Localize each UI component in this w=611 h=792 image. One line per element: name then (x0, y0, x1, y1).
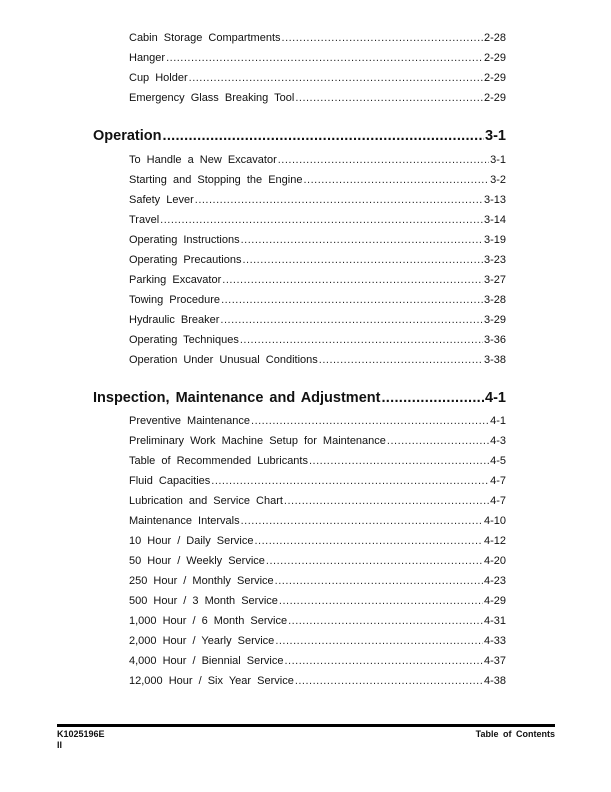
dot-leader (309, 453, 489, 469)
dot-leader (282, 30, 483, 46)
dot-leader (266, 553, 483, 569)
toc-entry-label: 10 Hour / Daily Service (129, 535, 254, 547)
toc-entry-label: 4,000 Hour / Biennial Service (129, 655, 284, 667)
toc-entry-label: Maintenance Intervals (129, 515, 240, 527)
toc-entry-page: 3-29 (483, 314, 506, 326)
toc-section-title: Inspection, Maintenance and Adjustment (93, 390, 381, 406)
toc-entry-label: To Handle a New Excavator (129, 154, 277, 166)
toc-entry-page: 3-23 (483, 254, 506, 266)
dot-leader (319, 352, 483, 368)
toc-entry[interactable] (129, 633, 506, 649)
dot-leader (241, 232, 483, 248)
toc-entry[interactable] (129, 90, 506, 106)
toc-entry-page: 4-29 (483, 595, 506, 607)
toc-entry-page: 4-20 (483, 555, 506, 567)
toc-entry-label: Fluid Capacities (129, 475, 211, 487)
toc-entry-page: 2-29 (483, 92, 506, 104)
dot-leader (251, 413, 489, 429)
toc-entry-label: 12,000 Hour / Six Year Service (129, 675, 294, 687)
toc-entry-page: 3-28 (483, 294, 506, 306)
toc-entry-page: 4-3 (490, 435, 506, 447)
toc-entry-label: Emergency Glass Breaking Tool (129, 92, 295, 104)
toc-entry-page: 4-10 (483, 515, 506, 527)
dot-leader (279, 593, 483, 609)
footer-doc-number: K1025196E (57, 729, 105, 739)
toc-entry-page: 3-27 (483, 274, 506, 286)
toc-entry-label: 500 Hour / 3 Month Service (129, 595, 278, 607)
toc-section-maintenance[interactable] (93, 388, 506, 408)
toc-entry-page: 4-31 (483, 615, 506, 627)
footer-section-title: Table of Contents (475, 729, 555, 739)
dot-leader (275, 573, 483, 589)
toc-entry-label: Preventive Maintenance (129, 415, 251, 427)
dot-leader (162, 126, 484, 146)
toc-entry[interactable] (129, 613, 506, 629)
toc-entry-label: Hanger (129, 52, 166, 64)
toc-entry[interactable] (129, 533, 506, 549)
dot-leader (160, 212, 483, 228)
toc-section-title: Operation (93, 128, 162, 144)
toc-entry-page: 3-19 (483, 234, 506, 246)
toc-entry[interactable] (129, 673, 506, 689)
dot-leader (284, 653, 483, 669)
dot-leader (295, 90, 483, 106)
dot-leader (278, 152, 489, 168)
toc-entry[interactable] (129, 433, 506, 449)
toc-entry[interactable] (129, 292, 506, 308)
dot-leader (242, 252, 483, 268)
toc-entry-label: 50 Hour / Weekly Service (129, 555, 265, 567)
toc-entry[interactable] (129, 332, 506, 348)
dot-leader (295, 673, 483, 689)
toc-entry[interactable] (129, 172, 506, 188)
dot-leader (275, 633, 483, 649)
toc-entry-page: 4-33 (483, 635, 506, 647)
toc-entry-label: 250 Hour / Monthly Service (129, 575, 274, 587)
dot-leader (211, 473, 489, 489)
toc-entry[interactable] (129, 192, 506, 208)
footer-rule (57, 724, 555, 727)
dot-leader (255, 533, 483, 549)
toc-entry-page: 3-2 (490, 174, 506, 186)
toc-section-page: 4-1 (485, 390, 506, 406)
toc-entry-label: Towing Procedure (129, 294, 221, 306)
dot-leader (220, 312, 483, 328)
dot-leader (381, 388, 484, 408)
dot-leader (195, 192, 483, 208)
toc-entry[interactable] (129, 513, 506, 529)
toc-entry[interactable] (129, 272, 506, 288)
toc-entry-label: Preliminary Work Machine Setup for Maintenance (129, 435, 386, 447)
toc-section-operation[interactable] (93, 126, 506, 146)
toc-entry-page: 4-5 (490, 455, 506, 467)
toc-entry-page: 3-36 (483, 334, 506, 346)
toc-entry-page: 3-14 (483, 214, 506, 226)
toc-entry-label: Table of Recommended Lubricants (129, 455, 308, 467)
toc-entry[interactable] (129, 232, 506, 248)
toc-entry-page: 2-29 (483, 52, 506, 64)
toc-entry[interactable] (129, 252, 506, 268)
dot-leader (189, 70, 483, 86)
toc-entry[interactable] (129, 573, 506, 589)
toc-entry-page: 4-12 (483, 535, 506, 547)
toc-entry-label: Operating Precautions (129, 254, 242, 266)
dot-leader (288, 613, 483, 629)
toc-entry-label: Safety Lever (129, 194, 194, 206)
dot-leader (222, 272, 483, 288)
toc-section-page: 3-1 (485, 128, 506, 144)
footer-page-number: II (57, 740, 63, 750)
toc-entry[interactable] (129, 352, 506, 368)
toc-entry[interactable] (129, 493, 506, 509)
dot-leader (303, 172, 489, 188)
toc-entry-page: 3-38 (483, 354, 506, 366)
dot-leader (240, 332, 483, 348)
toc-entry-label: 2,000 Hour / Yearly Service (129, 635, 275, 647)
toc-entry-label: Cabin Storage Compartments (129, 32, 281, 44)
toc-entry-page: 4-1 (490, 415, 506, 427)
toc-entry[interactable] (129, 152, 506, 168)
toc-entry-page: 4-7 (490, 495, 506, 507)
toc-entry-label: Lubrication and Service Chart (129, 495, 283, 507)
toc-entry-page: 4-7 (490, 475, 506, 487)
dot-leader (284, 493, 489, 509)
toc-entry-page: 4-23 (483, 575, 506, 587)
toc-entry-page: 3-13 (483, 194, 506, 206)
toc-entry[interactable] (129, 653, 506, 669)
toc-entry[interactable] (129, 212, 506, 228)
toc-entry[interactable] (129, 453, 506, 469)
dot-leader (166, 50, 483, 66)
toc-entry-label: Starting and Stopping the Engine (129, 174, 303, 186)
toc-entry-label: Operating Instructions (129, 234, 240, 246)
toc-entry-label: Cup Holder (129, 72, 188, 84)
toc-entry-page: 2-28 (483, 32, 506, 44)
toc-entry-label: 1,000 Hour / 6 Month Service (129, 615, 288, 627)
toc-entry-page: 4-37 (483, 655, 506, 667)
toc-entry[interactable] (129, 312, 506, 328)
toc-entry-label: Operating Techniques (129, 334, 239, 346)
toc-entry-page: 3-1 (490, 154, 506, 166)
toc-entry[interactable] (129, 553, 506, 569)
dot-leader (387, 433, 489, 449)
toc-entry[interactable] (129, 593, 506, 609)
toc-entry[interactable] (129, 413, 506, 429)
toc-entry-label: Parking Excavator (129, 274, 222, 286)
toc-entry-label: Operation Under Unusual Conditions (129, 354, 318, 366)
toc-entry-page: 2-29 (483, 72, 506, 84)
toc-entry[interactable] (129, 30, 506, 46)
dot-leader (221, 292, 483, 308)
toc-entry-page: 4-38 (483, 675, 506, 687)
toc-entry-label: Travel (129, 214, 160, 226)
toc-entry-label: Hydraulic Breaker (129, 314, 220, 326)
toc-entry[interactable] (129, 473, 506, 489)
dot-leader (241, 513, 483, 529)
toc-entry[interactable] (129, 70, 506, 86)
toc-entry[interactable] (129, 50, 506, 66)
